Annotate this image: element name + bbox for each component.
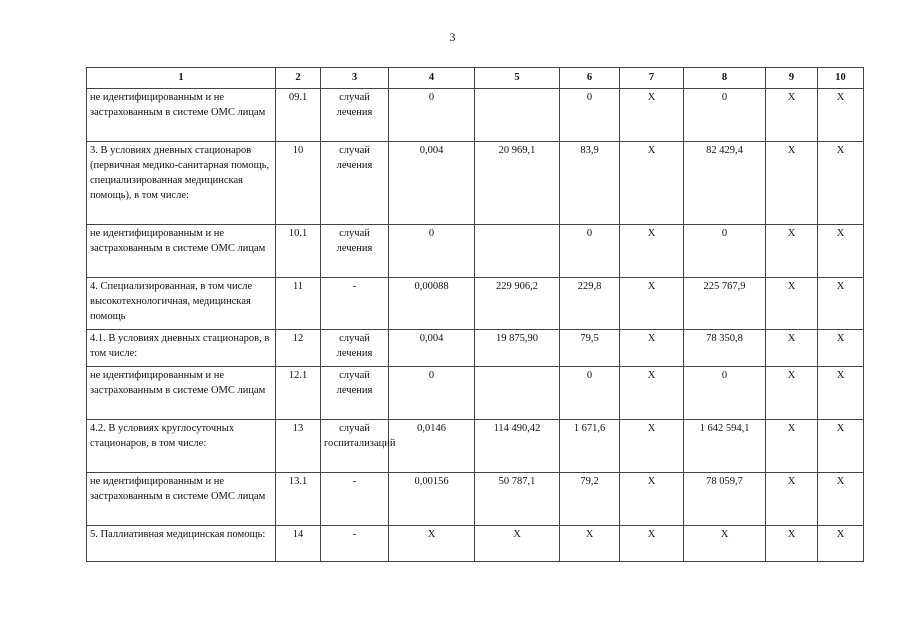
table-cell: X	[818, 330, 864, 367]
table-cell: X	[766, 473, 818, 526]
table-cell: 82 429,4	[684, 142, 766, 225]
table-cell: X	[766, 278, 818, 330]
header-cell: 1	[87, 68, 276, 89]
header-cell: 10	[818, 68, 864, 89]
table-cell: 13	[276, 420, 321, 473]
table-cell: 79,2	[560, 473, 620, 526]
header-cell: 9	[766, 68, 818, 89]
table-cell: не идентифицированным и не застрахованным в системе ОМС лицам	[87, 89, 276, 142]
table-cell: 12	[276, 330, 321, 367]
table-cell: 5. Паллиативная медицинская помощь:	[87, 526, 276, 562]
table-cell: 229 906,2	[475, 278, 560, 330]
table-row	[87, 526, 864, 562]
table-cell: 10	[276, 142, 321, 225]
table-cell: 0,004	[389, 330, 475, 367]
table-cell: 83,9	[560, 142, 620, 225]
table-cell: X	[818, 367, 864, 420]
table-cell: 78 350,8	[684, 330, 766, 367]
table-cell: 20 969,1	[475, 142, 560, 225]
table-cell: 3. В условиях дневных стационаров (первичная медико-санитарная помощь, специализированная медицинская помощь), в том числе:	[87, 142, 276, 225]
header-cell: 4	[389, 68, 475, 89]
table-cell: 19 875,90	[475, 330, 560, 367]
table-cell: 1 642 594,1	[684, 420, 766, 473]
table-cell: X	[560, 526, 620, 562]
table-cell: X	[818, 142, 864, 225]
table-cell: X	[620, 330, 684, 367]
table-cell	[475, 367, 560, 420]
table-cell: X	[389, 526, 475, 562]
table-cell: 229,8	[560, 278, 620, 330]
table-cell: 0	[684, 89, 766, 142]
table-cell: X	[766, 420, 818, 473]
table-cell: 13.1	[276, 473, 321, 526]
table-cell: 4.1. В условиях дневных стационаров, в том числе:	[87, 330, 276, 367]
table-row	[87, 278, 864, 330]
table-cell: X	[620, 142, 684, 225]
table-cell: X	[818, 420, 864, 473]
table-cell: X	[766, 526, 818, 562]
table-row	[87, 367, 864, 420]
table-cell: X	[818, 473, 864, 526]
table-cell	[475, 89, 560, 142]
table-cell: X	[620, 367, 684, 420]
table-cell: 0	[560, 367, 620, 420]
table-cell: 0	[389, 89, 475, 142]
table-cell: -	[321, 526, 389, 562]
table-row	[87, 89, 864, 142]
table-cell: 0	[389, 367, 475, 420]
table-row	[87, 420, 864, 473]
table-cell: X	[766, 89, 818, 142]
table-cell: -	[321, 278, 389, 330]
table-cell: случай лечения	[321, 330, 389, 367]
table-row	[87, 473, 864, 526]
header-cell: 6	[560, 68, 620, 89]
table-cell: случай лечения	[321, 367, 389, 420]
table-cell: 4.2. В условиях круглосуточных стационаров, в том числе:	[87, 420, 276, 473]
table-cell: X	[818, 278, 864, 330]
header-cell: 7	[620, 68, 684, 89]
table-cell: X	[766, 142, 818, 225]
header-cell: 3	[321, 68, 389, 89]
table-cell: 0,00156	[389, 473, 475, 526]
table-cell: X	[620, 278, 684, 330]
table-cell: X	[620, 473, 684, 526]
table-cell: не идентифицированным и не застрахованным в системе ОМС лицам	[87, 473, 276, 526]
table-cell: 50 787,1	[475, 473, 560, 526]
table-cell: 0,0146	[389, 420, 475, 473]
table-cell: случай госпитализаций	[321, 420, 389, 473]
table-cell: 09.1	[276, 89, 321, 142]
table-cell: 0	[684, 367, 766, 420]
table-cell: X	[766, 330, 818, 367]
table-cell: не идентифицированным и не застрахованным в системе ОМС лицам	[87, 367, 276, 420]
table-row	[87, 225, 864, 278]
table-cell: 14	[276, 526, 321, 562]
table-cell: X	[684, 526, 766, 562]
table-cell: 114 490,42	[475, 420, 560, 473]
table-cell: 78 059,7	[684, 473, 766, 526]
table-row	[87, 142, 864, 225]
table-cell: X	[818, 526, 864, 562]
table-row	[87, 330, 864, 367]
table-cell: X	[818, 225, 864, 278]
page-number: 3	[449, 30, 456, 44]
table-cell: 0	[560, 225, 620, 278]
table-cell: 0,004	[389, 142, 475, 225]
table-cell: X	[766, 225, 818, 278]
table-cell: X	[475, 526, 560, 562]
table-cell: 11	[276, 278, 321, 330]
table-cell: X	[818, 89, 864, 142]
table-cell: 4. Специализированная, в том числе высокотехнологичная, медицинская помощь	[87, 278, 276, 330]
table-cell: X	[620, 225, 684, 278]
table-cell: 12.1	[276, 367, 321, 420]
table-cell: X	[766, 367, 818, 420]
header-cell: 5	[475, 68, 560, 89]
table-cell: не идентифицированным и не застрахованным в системе ОМС лицам	[87, 225, 276, 278]
table-cell: 0	[560, 89, 620, 142]
table-cell: X	[620, 420, 684, 473]
table-cell: 1 671,6	[560, 420, 620, 473]
table-cell: случай лечения	[321, 142, 389, 225]
table-cell: 0	[389, 225, 475, 278]
table-cell: X	[620, 89, 684, 142]
table-cell: 0,00088	[389, 278, 475, 330]
table-cell: 79,5	[560, 330, 620, 367]
table-cell: 10.1	[276, 225, 321, 278]
table-cell: случай лечения	[321, 225, 389, 278]
table-cell: случай лечения	[321, 89, 389, 142]
header-cell: 2	[276, 68, 321, 89]
data-table	[86, 67, 864, 562]
header-row	[87, 68, 864, 89]
header-cell: 8	[684, 68, 766, 89]
table-cell: 225 767,9	[684, 278, 766, 330]
table-cell	[475, 225, 560, 278]
table-cell: -	[321, 473, 389, 526]
table-cell: 0	[684, 225, 766, 278]
table-cell: X	[620, 526, 684, 562]
